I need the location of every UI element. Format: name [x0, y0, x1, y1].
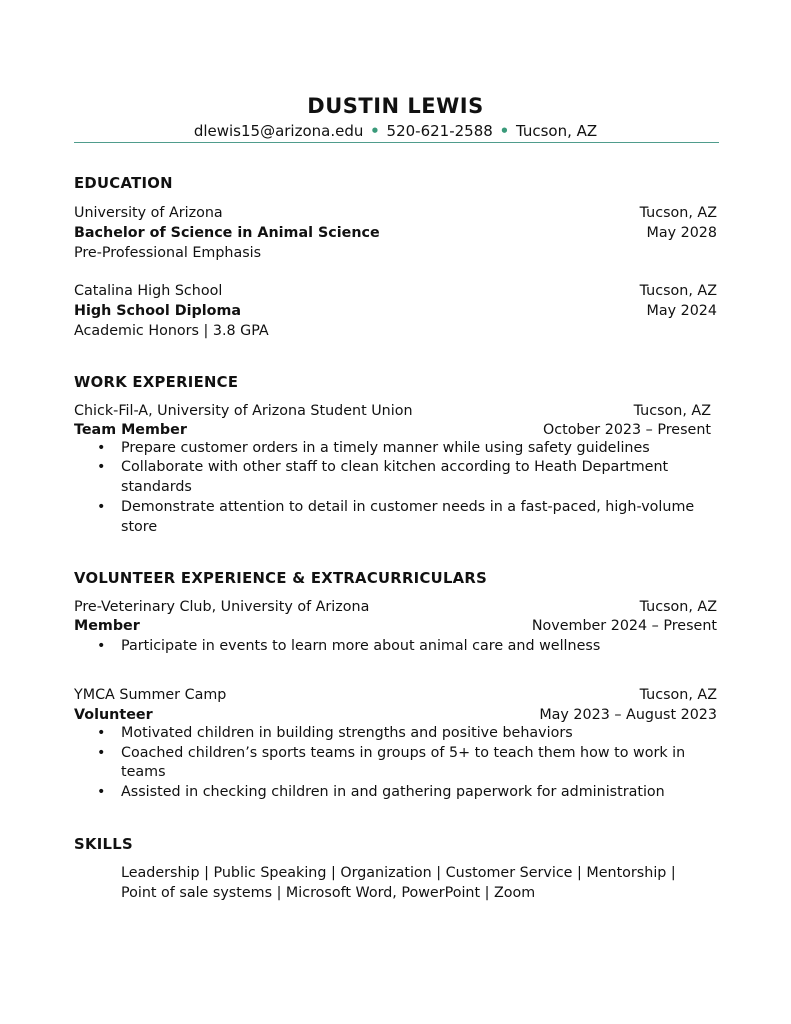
section-title-volunteer: VOLUNTEER EXPERIENCE & EXTRACURRICULARS: [74, 569, 488, 587]
bullet-item: • Coached children’s sports teams in groups of 5+ to teach them how to work in teams: [74, 744, 717, 784]
volunteer-entry: [74, 598, 717, 657]
role-title: Volunteer: [74, 706, 153, 723]
bullet-item: • Collaborate with other staff to clean kitchen according to Heath Department standards: [74, 458, 717, 498]
organization-location: Tucson, AZ: [633, 402, 711, 419]
education-entry: [74, 282, 717, 341]
role-title: Team Member: [74, 421, 187, 438]
role-dates: October 2023 – Present: [542, 421, 711, 438]
separator-dot: •: [499, 122, 510, 140]
work-section: [74, 373, 717, 538]
candidate-name: DUSTIN LEWIS: [307, 94, 484, 118]
separator-dot: •: [370, 122, 380, 140]
school-name: University of Arizona: [74, 205, 223, 221]
organization-name: YMCA Summer Camp: [74, 686, 227, 703]
email-text: dlewis15@arizona.edu: [193, 122, 364, 140]
section-title-skills: SKILLS: [74, 835, 133, 853]
header-divider: [74, 142, 719, 143]
degree-date: May 2028: [646, 224, 717, 241]
education-detail: Pre-Professional Emphasis: [74, 244, 262, 261]
phone-text: 520-621-2588: [386, 122, 493, 140]
school-name: Catalina High School: [74, 283, 223, 300]
role-dates: November 2024 – Present: [531, 618, 717, 635]
bullet-item: • Assisted in checking children in and gathering paperwork for administration: [74, 783, 717, 803]
volunteer-entry: [74, 686, 717, 803]
degree-name: High School Diploma: [74, 303, 241, 320]
school-location: Tucson, AZ: [639, 283, 717, 300]
skills-line: Leadership | Public Speaking | Organization | Customer Service | Mentorship |: [121, 864, 676, 881]
degree-name: Bachelor of Science in Animal Science: [74, 224, 380, 241]
skills-list: [74, 864, 717, 904]
contact-line: [0, 121, 791, 141]
role-title: Member: [74, 618, 140, 635]
education-section: [74, 174, 717, 342]
role-dates: May 2023 – August 2023: [539, 706, 717, 723]
organization-location: Tucson, AZ: [639, 686, 717, 703]
bullet-list: [74, 439, 717, 538]
resume-header: [0, 92, 791, 141]
organization-name: Pre-Veterinary Club, University of Arizona: [74, 598, 370, 615]
education-entry: [74, 204, 717, 263]
skills-section: [74, 835, 717, 904]
section-title-work: WORK EXPERIENCE: [74, 373, 239, 391]
bullet-item: • Prepare customer orders in a timely manner while using safety guidelines: [74, 439, 717, 459]
skills-line: Point of sale systems | Microsoft Word, PowerPoint | Zoom: [121, 884, 536, 901]
bullet-item: • Motivated children in building strengths and positive behaviors: [74, 724, 717, 744]
degree-date: May 2024: [646, 303, 717, 320]
volunteer-section: [74, 569, 717, 803]
resume-body: [74, 174, 717, 904]
bullet-list: [74, 637, 717, 657]
location-text: Tucson, AZ: [515, 122, 598, 140]
school-location: Tucson, AZ: [639, 205, 717, 221]
education-detail: Academic Honors | 3.8 GPA: [74, 322, 269, 339]
section-title-education: EDUCATION: [74, 175, 173, 192]
work-entry: [74, 402, 717, 538]
organization-location: Tucson, AZ: [639, 598, 717, 615]
bullet-item: • Participate in events to learn more about animal care and wellness: [74, 637, 717, 657]
organization-name: Chick-Fil-A, University of Arizona Student Union: [74, 402, 413, 419]
bullet-item: • Demonstrate attention to detail in customer needs in a fast-paced, high-volume store: [74, 498, 717, 538]
bullet-list: [74, 724, 717, 803]
